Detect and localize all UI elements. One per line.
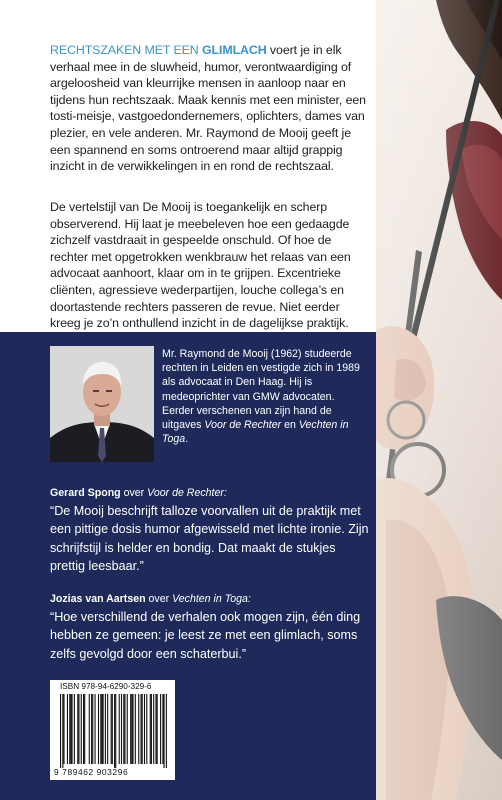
barcode-bar — [157, 694, 158, 764]
barcode-bar — [123, 694, 124, 764]
isbn-barcode-box — [50, 680, 175, 780]
barcode-bar — [92, 694, 93, 764]
barcode-bar — [138, 694, 139, 764]
barcode-bar — [150, 694, 151, 764]
barcode-bar — [160, 694, 161, 764]
barcode-bar — [132, 694, 133, 764]
barcode-bar — [107, 694, 108, 764]
barcode-bar — [135, 694, 136, 764]
cover-photo-strip — [376, 0, 502, 800]
author-previous-books: Eerder verschenen van zijn hand de uitgaves — [162, 404, 332, 432]
sword-photo-image — [376, 0, 502, 800]
barcode-bar — [115, 694, 116, 768]
blurb-paragraph-2: De vertelstijl van De Mooij is toegankelijk en scherp observerend. Hij laat je meebeleven hoe een gedaagde zichzelf vastdraait in gespeelde onschuld. Of hoe de rechter met opgetrokken wenkbrauw het relaas van een advocaat aanhoort, klaar om in te grijpen. Excentrieke cliënten, agressieve wederpartijen, louche collega’s en doortastende rechters passeren de revue. Niet eerder kreeg je zo’n onthullend inzicht in de dagelijkse praktijk. — [50, 200, 351, 331]
quote-book-1: Voor de Rechter: — [147, 487, 227, 499]
quote-author-2: Jozias van Aartsen — [50, 593, 146, 605]
period-text: . — [185, 433, 189, 446]
barcode-bar — [153, 694, 154, 764]
barcode-bar — [111, 694, 112, 764]
barcode-bar — [101, 694, 102, 764]
barcode-bar — [142, 694, 143, 764]
barcode-bar — [70, 694, 71, 764]
barcode-bar — [151, 694, 152, 764]
barcode-bar — [89, 694, 90, 764]
barcode-bar — [144, 694, 145, 764]
barcode-image — [50, 680, 175, 780]
barcode-bar — [162, 694, 163, 764]
barcode-bar — [83, 694, 84, 764]
isbn-digits: 9 789462 903296 — [54, 767, 129, 777]
quote-text-1: “De Mooij beschrijft talloze voorvallen uit de praktijk met een pittige dosis humor afgewisseld met lichte ironie. Zijn schrijfstijl is helder en bondig. Dat maakt de stukjes prettig leesbaar.” — [50, 504, 369, 574]
barcode-bar — [95, 694, 96, 764]
barcode-bar — [69, 694, 70, 764]
and-text: en — [281, 419, 299, 432]
barcode-bar — [74, 694, 75, 764]
blurb-paragraph-1-text: voert je in elk verhaal mee in de sluwheid, humor, verontwaardiging of argeloosheid van kleurrijke mensen in aanloop naar en tijdens hun rechtszaak. Maak kennis met een minister, een tosti-meisje, vastgoedondernemers, oplichters, dames van plezier, en vele anderen. Mr. Raymond de Mooij geeft je een spannend en soms ontroerend maar altijd grappig inzicht in de verwikkelingen in en rond de rechtszaal. — [50, 43, 366, 174]
quote-attribution-2 — [50, 593, 251, 605]
quote-author-1: Gerard Spong — [50, 487, 121, 499]
barcode-bar — [81, 694, 82, 764]
barcode-bar — [166, 694, 167, 768]
barcode-bar — [130, 694, 131, 764]
barcode-bar — [131, 694, 132, 764]
book-title-vechten-in-toga: Vechten in Toga — [162, 419, 349, 446]
barcode-bar — [119, 694, 120, 764]
barcode-bar — [141, 694, 142, 764]
barcode-bar — [155, 694, 156, 764]
quote-over-2: over — [145, 593, 173, 605]
barcode-bar — [146, 694, 147, 764]
barcode-bar — [67, 694, 68, 764]
author-bio — [162, 347, 367, 446]
barcode-bar — [63, 694, 64, 764]
barcode-bar — [78, 694, 79, 764]
book-title-voor-de-rechter: Voor de Rechter — [204, 419, 282, 432]
barcode-bar — [98, 694, 99, 764]
barcode-bar — [100, 694, 101, 764]
barcode-bar — [91, 694, 92, 764]
quote-over-1: over — [120, 487, 148, 499]
barcode-bar — [112, 694, 113, 764]
blurb-paragraph-1 — [50, 42, 368, 175]
barcode-bar — [127, 694, 128, 764]
barcode-bar — [103, 694, 104, 764]
barcode-bar — [60, 694, 61, 768]
blurb-lead-bold: GLIMLACH — [202, 43, 267, 57]
author-portrait — [50, 346, 154, 462]
author-photo-image — [50, 346, 154, 462]
author-bio-text: Mr. Raymond de Mooij (1962) studeerde rechten in Leiden en vestigde zich in 1989 als advocaat in Den Haag. Hij is medeoprichter van GMW advocaten. — [162, 348, 360, 403]
blurb-panel — [0, 0, 376, 332]
isbn-label: ISBN 978-94-6290-329-6 — [60, 682, 152, 691]
barcode-bar — [164, 694, 165, 768]
barcode-bar — [124, 694, 125, 764]
quote-attribution-1 — [50, 487, 227, 499]
barcode-bar — [62, 694, 63, 768]
quote-book-2: Vechten in Toga: — [172, 593, 251, 605]
barcode-bar — [121, 694, 122, 764]
blurb-lead: RECHTSZAKEN MET EEN — [50, 43, 199, 57]
barcode-bar — [114, 694, 115, 768]
barcode-bar — [84, 694, 85, 764]
barcode-bar — [105, 694, 106, 764]
barcode-bar — [77, 694, 78, 764]
barcode-bar — [72, 694, 73, 764]
quote-text-2: “Hoe verschillend de verhalen ook mogen zijn, één ding hebben ze gemeen: je leest ze met een glimlach, soms zelfs gevolgd door een schaterbui.” — [50, 610, 361, 661]
